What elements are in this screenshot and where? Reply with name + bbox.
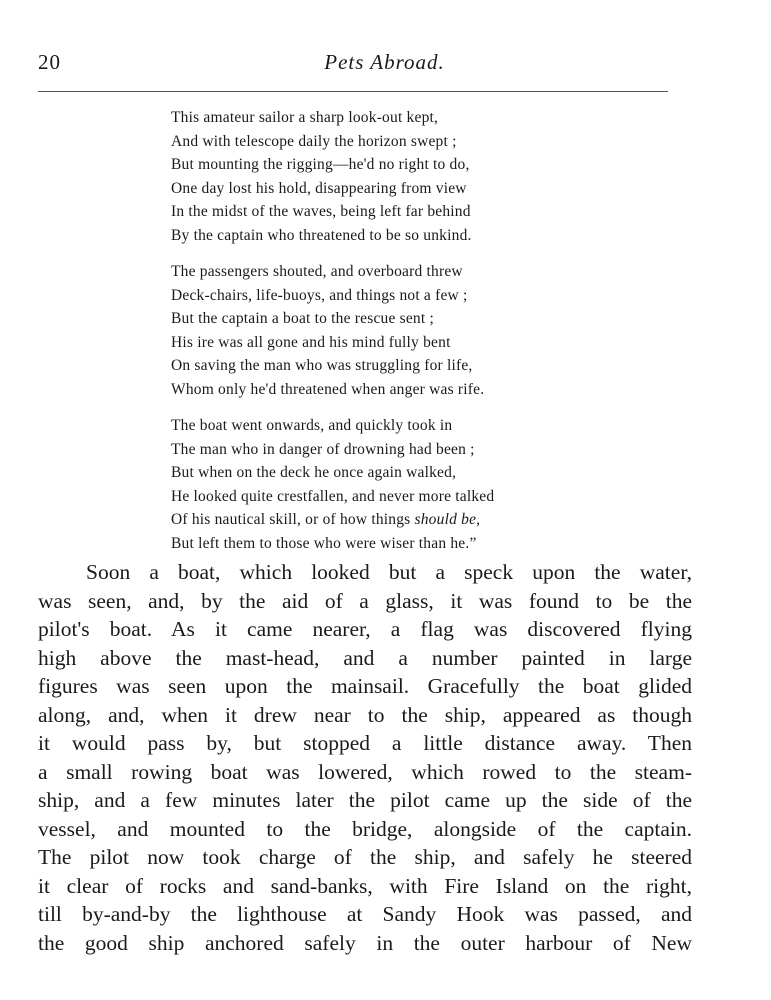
poem-line: Deck-chairs, life-buoys, and things not a few ; xyxy=(171,286,468,304)
poem-stanza xyxy=(171,260,591,401)
paragraph-line: high above the mast-head, and a number painted in large xyxy=(38,645,692,670)
poem-line: But left them to those who were wiser than he.” xyxy=(171,534,477,552)
poem-line: But when on the deck he once again walked, xyxy=(171,464,457,481)
paragraph-line: it would pass by, but stopped a little distance away. Then xyxy=(38,731,692,755)
poem-line: This amateur sailor a sharp look-out kept, xyxy=(171,109,439,126)
header-rule xyxy=(38,91,668,92)
page-header xyxy=(38,50,731,80)
poem-line: On saving the man who was struggling for life, xyxy=(171,357,473,374)
poem-stanza xyxy=(171,414,591,555)
poem-line: But the captain a boat to the rescue sent ; xyxy=(171,310,434,327)
paragraph-line: Soon a boat, which looked but a speck upon the water, xyxy=(86,560,692,584)
poem-line: He looked quite crestfallen, and never more talked xyxy=(171,487,495,505)
poem-line: The man who in danger of drowning had been ; xyxy=(171,440,475,458)
poem-line-text: Of his nautical skill, or of how things xyxy=(171,511,415,528)
paragraph-line: along, and, when it drew near to the ship, appeared as though xyxy=(38,702,692,727)
poem-line: Whom only he'd threatened when anger was rife. xyxy=(171,380,485,398)
paragraph-line: ship, and a few minutes later the pilot came up the side of the xyxy=(38,788,692,812)
poem xyxy=(171,106,591,568)
poem-line xyxy=(171,508,591,532)
poem-line: By the captain who threatened to be so unkind. xyxy=(171,226,472,244)
paragraph-line: vessel, and mounted to the bridge, alongside of the captain. xyxy=(38,816,692,841)
paragraph-line: figures was seen upon the mainsail. Gracefully the boat glided xyxy=(38,674,692,698)
poem-line: The passengers shouted, and overboard threw xyxy=(171,263,463,280)
poem-line: His ire was all gone and his mind fully bent xyxy=(171,333,451,351)
poem-line: But mounting the rigging—he'd no right to do, xyxy=(171,156,470,173)
body-paragraph xyxy=(38,558,692,957)
paragraph-line: a small rowing boat was lowered, which rowed to the steam- xyxy=(38,759,692,784)
paragraph-line: was seen, and, by the aid of a glass, it was found to be the xyxy=(38,588,692,613)
italic-phrase: should be, xyxy=(414,511,481,528)
paragraph-line: pilot's boat. As it came nearer, a flag was discovered flying xyxy=(38,617,692,641)
paragraph-line: The pilot now took charge of the ship, and safely he steered xyxy=(38,845,692,869)
running-title: Pets Abroad. xyxy=(324,50,445,74)
poem-line: The boat went onwards, and quickly took in xyxy=(171,417,453,434)
poem-line: And with telescope daily the horizon swept ; xyxy=(171,132,457,150)
poem-line: One day lost his hold, disappearing from view xyxy=(171,179,467,197)
paragraph-line: it clear of rocks and sand-banks, with Fire Island on the right, xyxy=(38,873,692,898)
paragraph-line: the good ship anchored safely in the outer harbour of New xyxy=(38,930,692,955)
poem-line: In the midst of the waves, being left far behind xyxy=(171,203,471,220)
poem-stanza xyxy=(171,106,591,247)
page-number: 20 xyxy=(38,50,61,74)
paragraph-line: till by-and-by the lighthouse at Sandy Hook was passed, and xyxy=(38,902,692,926)
